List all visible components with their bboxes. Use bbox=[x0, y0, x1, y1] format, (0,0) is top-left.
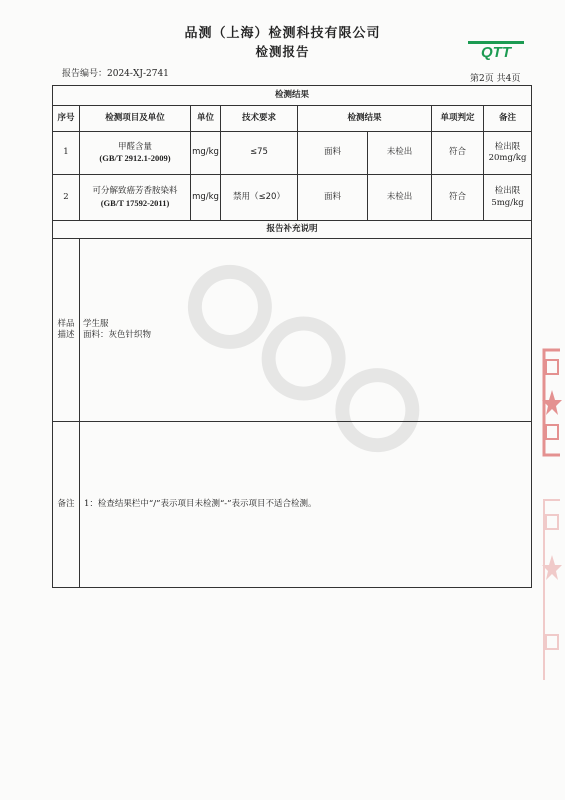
row-number: 2 bbox=[53, 175, 80, 221]
notes-label: 备注 bbox=[53, 422, 80, 588]
verdict-cell: 符合 bbox=[432, 132, 484, 175]
table-row bbox=[53, 175, 532, 221]
sample-description-cell bbox=[80, 239, 532, 422]
verdict-cell: 符合 bbox=[432, 175, 484, 221]
notes-text: 1：检查结果栏中“/”表示项目未检测“-”表示项目不适合检测。 bbox=[80, 422, 532, 588]
sample-name: 学生服 bbox=[83, 318, 109, 329]
sample-fabric: 面料：灰色针织物 bbox=[83, 330, 152, 340]
report-title: 检测报告 bbox=[255, 44, 310, 59]
table-row bbox=[53, 132, 532, 175]
col-header-unit: 单位 bbox=[191, 106, 221, 132]
unit-cell: mg/kg bbox=[191, 132, 221, 175]
test-result-cell: 未检出 bbox=[368, 132, 432, 175]
test-part-cell: 面料 bbox=[298, 132, 368, 175]
row-number: 1 bbox=[53, 132, 80, 175]
company-name: 品测（上海）检测科技有限公司 bbox=[184, 26, 381, 41]
requirement-cell: 禁用（≤20） bbox=[221, 175, 298, 221]
col-header-requirement: 技术要求 bbox=[221, 106, 298, 132]
table-header-row bbox=[53, 106, 532, 132]
remark-cell: 检出限5mg/kg bbox=[484, 175, 532, 221]
test-item-cell bbox=[80, 175, 191, 221]
sample-description-label: 样品描述 bbox=[53, 239, 80, 422]
col-header-verdict: 单项判定 bbox=[432, 106, 484, 132]
report-number: 报告编号：2024-XJ-2741 bbox=[62, 69, 169, 79]
seal-stamp-top bbox=[538, 345, 562, 465]
test-item-name: 可分解致癌芳香胺染料 bbox=[92, 186, 178, 197]
seal-stamp-bottom bbox=[538, 495, 562, 685]
test-standard: (GB/T 17592-2011) bbox=[100, 197, 170, 208]
page-indicator: 第2页 共4页 bbox=[470, 74, 521, 84]
sample-description-row bbox=[53, 239, 532, 422]
results-table bbox=[52, 85, 532, 588]
requirement-cell: ≤75 bbox=[221, 132, 298, 175]
col-header-no: 序号 bbox=[53, 106, 80, 132]
results-section-title: 检测结果 bbox=[53, 86, 532, 106]
test-item-name: 甲醛含量 bbox=[117, 141, 152, 152]
unit-cell: mg/kg bbox=[191, 175, 221, 221]
logo-text: QTT bbox=[481, 44, 511, 60]
remark-cell: 检出限20mg/kg bbox=[484, 132, 532, 175]
col-header-item: 检测项目及单位 bbox=[80, 106, 191, 132]
test-result-cell: 未检出 bbox=[368, 175, 432, 221]
test-item-cell bbox=[80, 132, 191, 175]
notes-row bbox=[53, 422, 532, 588]
test-standard: (GB/T 2912.1-2009) bbox=[99, 153, 171, 163]
col-header-result: 检测结果 bbox=[298, 106, 432, 132]
test-part-cell: 面料 bbox=[298, 175, 368, 221]
company-logo bbox=[468, 38, 524, 60]
col-header-remark: 备注 bbox=[484, 106, 532, 132]
supplement-section-title: 报告补充说明 bbox=[53, 221, 532, 239]
